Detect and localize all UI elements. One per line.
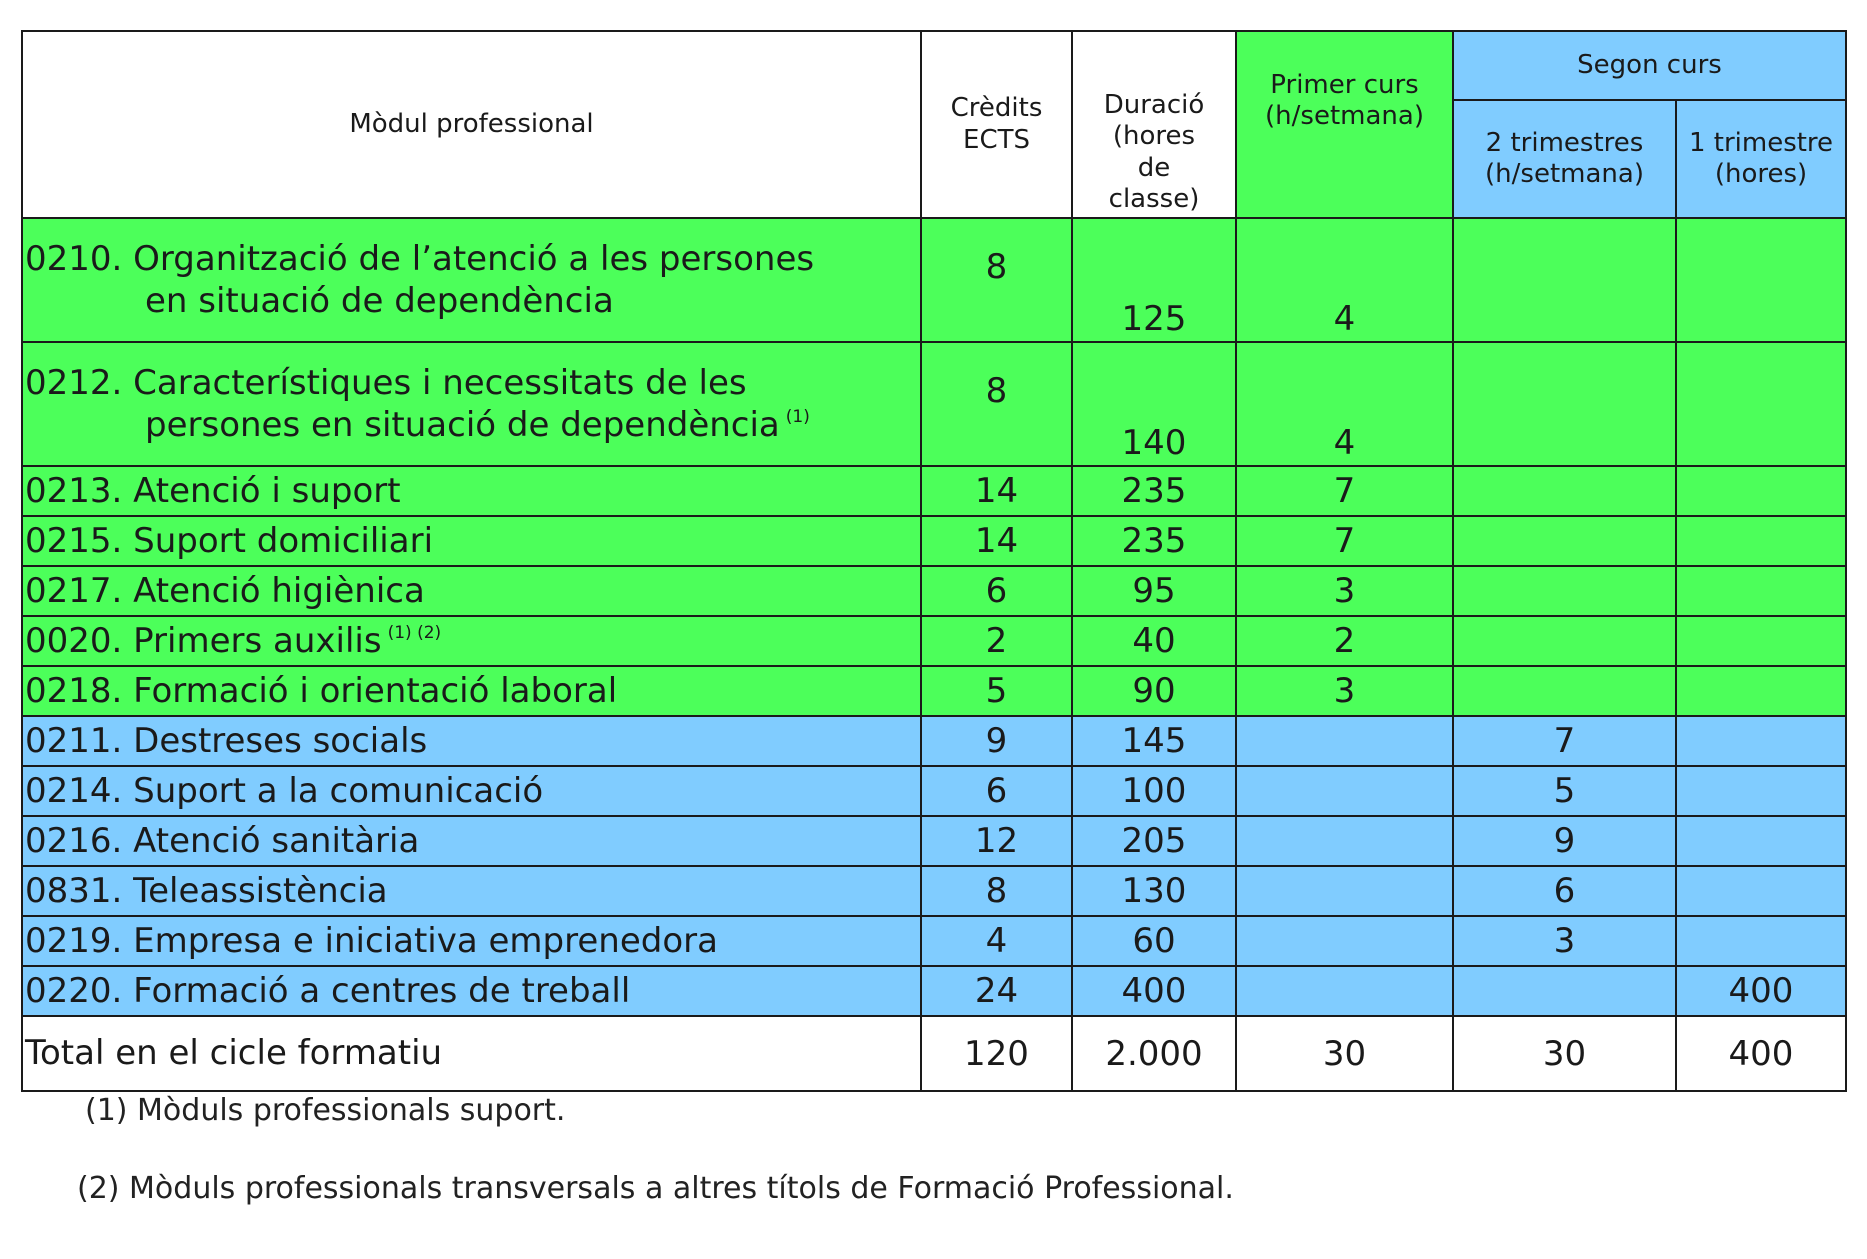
total-segon-1trim: 400 — [1676, 1016, 1846, 1091]
hours-cell: 140 — [1072, 342, 1236, 466]
table-row — [22, 716, 1846, 766]
header-primer-curs: Primer curs (h/setmana) — [1236, 31, 1453, 218]
header-1-trimestre: 1 trimestre (hores) — [1676, 100, 1846, 218]
primer-curs-cell — [1236, 816, 1453, 866]
table-row — [22, 516, 1846, 566]
hours-cell: 145 — [1072, 716, 1236, 766]
modul-name-cell — [22, 916, 921, 966]
primer-curs-cell: 4 — [1236, 342, 1453, 466]
segon-2trim-cell: 3 — [1453, 916, 1676, 966]
modul-name: 0211. Destreses socials — [25, 720, 428, 761]
segon-2trim-cell — [1453, 516, 1676, 566]
hours-cell: 90 — [1072, 666, 1236, 716]
modul-name: 0831. Teleassistència — [25, 870, 388, 911]
curriculum-table — [21, 30, 1847, 1092]
hours-cell: 40 — [1072, 616, 1236, 666]
hours-cell: 125 — [1072, 218, 1236, 342]
hours-cell: 100 — [1072, 766, 1236, 816]
table-row — [22, 666, 1846, 716]
table-row — [22, 566, 1846, 616]
modul-name-cell — [22, 966, 921, 1016]
hours-cell: 95 — [1072, 566, 1236, 616]
modul-name-cell — [22, 566, 921, 616]
total-segon-2trim: 30 — [1453, 1016, 1676, 1091]
modul-name-cell — [22, 766, 921, 816]
segon-2trim-cell — [1453, 218, 1676, 342]
total-label: Total en el cicle formatiu — [22, 1016, 921, 1091]
table-row — [22, 816, 1846, 866]
header-credits: Crèdits ECTS — [921, 31, 1072, 218]
hours-cell: 60 — [1072, 916, 1236, 966]
modul-name-cell — [22, 816, 921, 866]
total-primer: 30 — [1236, 1016, 1453, 1091]
modul-name-cell — [22, 342, 921, 466]
modul-name: 0220. Formació a centres de treball — [25, 970, 631, 1011]
footnote-ref: (1) — [785, 407, 810, 427]
credits-cell: 2 — [921, 616, 1072, 666]
curriculum-table-wrap — [21, 30, 1847, 1206]
modul-name: 0217. Atenció higiènica — [25, 570, 425, 611]
modul-name: 0215. Suport domiciliari — [25, 520, 434, 561]
modul-name: 0213. Atenció i suport — [25, 470, 401, 511]
segon-1trim-cell — [1676, 466, 1846, 516]
modul-name-cell — [22, 466, 921, 516]
footnote-2: (2) Mòduls professionals transversals a altres títols de Formació Professional. — [77, 1171, 1234, 1206]
modul-name: 0219. Empresa e iniciativa emprenedora — [25, 920, 718, 961]
primer-curs-cell — [1236, 966, 1453, 1016]
segon-2trim-cell: 9 — [1453, 816, 1676, 866]
segon-2trim-cell: 5 — [1453, 766, 1676, 816]
credits-cell: 14 — [921, 466, 1072, 516]
credits-cell: 12 — [921, 816, 1072, 866]
table-row — [22, 916, 1846, 966]
modul-name: 0020. Primers auxilis — [25, 620, 382, 661]
primer-curs-cell: 4 — [1236, 218, 1453, 342]
primer-curs-cell — [1236, 866, 1453, 916]
credits-cell: 8 — [921, 218, 1072, 342]
segon-2trim-cell — [1453, 566, 1676, 616]
credits-cell: 24 — [921, 966, 1072, 1016]
primer-curs-cell: 3 — [1236, 566, 1453, 616]
hours-cell: 235 — [1072, 466, 1236, 516]
credits-cell: 6 — [921, 766, 1072, 816]
primer-curs-cell: 2 — [1236, 616, 1453, 666]
segon-1trim-cell — [1676, 916, 1846, 966]
primer-curs-cell — [1236, 716, 1453, 766]
modul-name-cell — [22, 716, 921, 766]
hours-cell: 400 — [1072, 966, 1236, 1016]
table-row — [22, 218, 1846, 342]
footnote-ref: (1) (2) — [387, 622, 442, 643]
modul-name: 0218. Formació i orientació laboral — [25, 670, 618, 711]
segon-1trim-cell — [1676, 516, 1846, 566]
credits-cell: 8 — [921, 866, 1072, 916]
table-row — [22, 466, 1846, 516]
table-row — [22, 616, 1846, 666]
primer-curs-cell: 7 — [1236, 516, 1453, 566]
segon-2trim-cell — [1453, 342, 1676, 466]
segon-2trim-cell — [1453, 966, 1676, 1016]
segon-2trim-cell: 7 — [1453, 716, 1676, 766]
segon-2trim-cell — [1453, 616, 1676, 666]
table-body — [22, 218, 1846, 1091]
segon-1trim-cell — [1676, 816, 1846, 866]
segon-1trim-cell — [1676, 566, 1846, 616]
table-row — [22, 342, 1846, 466]
segon-2trim-cell: 6 — [1453, 866, 1676, 916]
modul-name-cell — [22, 516, 921, 566]
credits-cell: 14 — [921, 516, 1072, 566]
segon-1trim-cell — [1676, 218, 1846, 342]
segon-1trim-cell — [1676, 616, 1846, 666]
footnote-1: (1) Mòduls professionals suport. — [85, 1093, 566, 1128]
total-row — [22, 1016, 1846, 1091]
segon-1trim-cell: 400 — [1676, 966, 1846, 1016]
modul-name: 0216. Atenció sanitària — [25, 820, 420, 861]
modul-name-cell — [22, 616, 921, 666]
primer-curs-cell — [1236, 916, 1453, 966]
segon-1trim-cell — [1676, 666, 1846, 716]
credits-cell: 6 — [921, 566, 1072, 616]
header-segon-curs: Segon curs — [1453, 31, 1846, 100]
segon-2trim-cell — [1453, 666, 1676, 716]
total-hours: 2.000 — [1072, 1016, 1236, 1091]
header-2-trimestres: 2 trimestres (h/setmana) — [1453, 100, 1676, 218]
modul-name: 0214. Suport a la comunicació — [25, 770, 544, 811]
table-row — [22, 766, 1846, 816]
modul-name-line2: en situació de dependència — [145, 281, 614, 321]
primer-curs-cell — [1236, 766, 1453, 816]
modul-name-cell — [22, 218, 921, 342]
modul-name: 0210. Organització de l’atenció a les persones — [25, 238, 815, 279]
segon-1trim-cell — [1676, 342, 1846, 466]
hours-cell: 205 — [1072, 816, 1236, 866]
table-row — [22, 866, 1846, 916]
header-modul: Mòdul professional — [22, 31, 921, 218]
primer-curs-cell: 7 — [1236, 466, 1453, 516]
modul-name-cell — [22, 866, 921, 916]
credits-cell: 9 — [921, 716, 1072, 766]
hours-cell: 130 — [1072, 866, 1236, 916]
primer-curs-cell: 3 — [1236, 666, 1453, 716]
hours-cell: 235 — [1072, 516, 1236, 566]
credits-cell: 8 — [921, 342, 1072, 466]
modul-name-line2: persones en situació de dependència — [145, 405, 780, 445]
credits-cell: 5 — [921, 666, 1072, 716]
segon-1trim-cell — [1676, 766, 1846, 816]
segon-2trim-cell — [1453, 466, 1676, 516]
modul-name: 0212. Característiques i necessitats de les — [25, 362, 747, 403]
segon-1trim-cell — [1676, 866, 1846, 916]
table-row — [22, 966, 1846, 1016]
header-duracio: Duració (hores de classe) — [1072, 31, 1236, 218]
credits-cell: 4 — [921, 916, 1072, 966]
modul-name-cell — [22, 666, 921, 716]
total-credits: 120 — [921, 1016, 1072, 1091]
segon-1trim-cell — [1676, 716, 1846, 766]
